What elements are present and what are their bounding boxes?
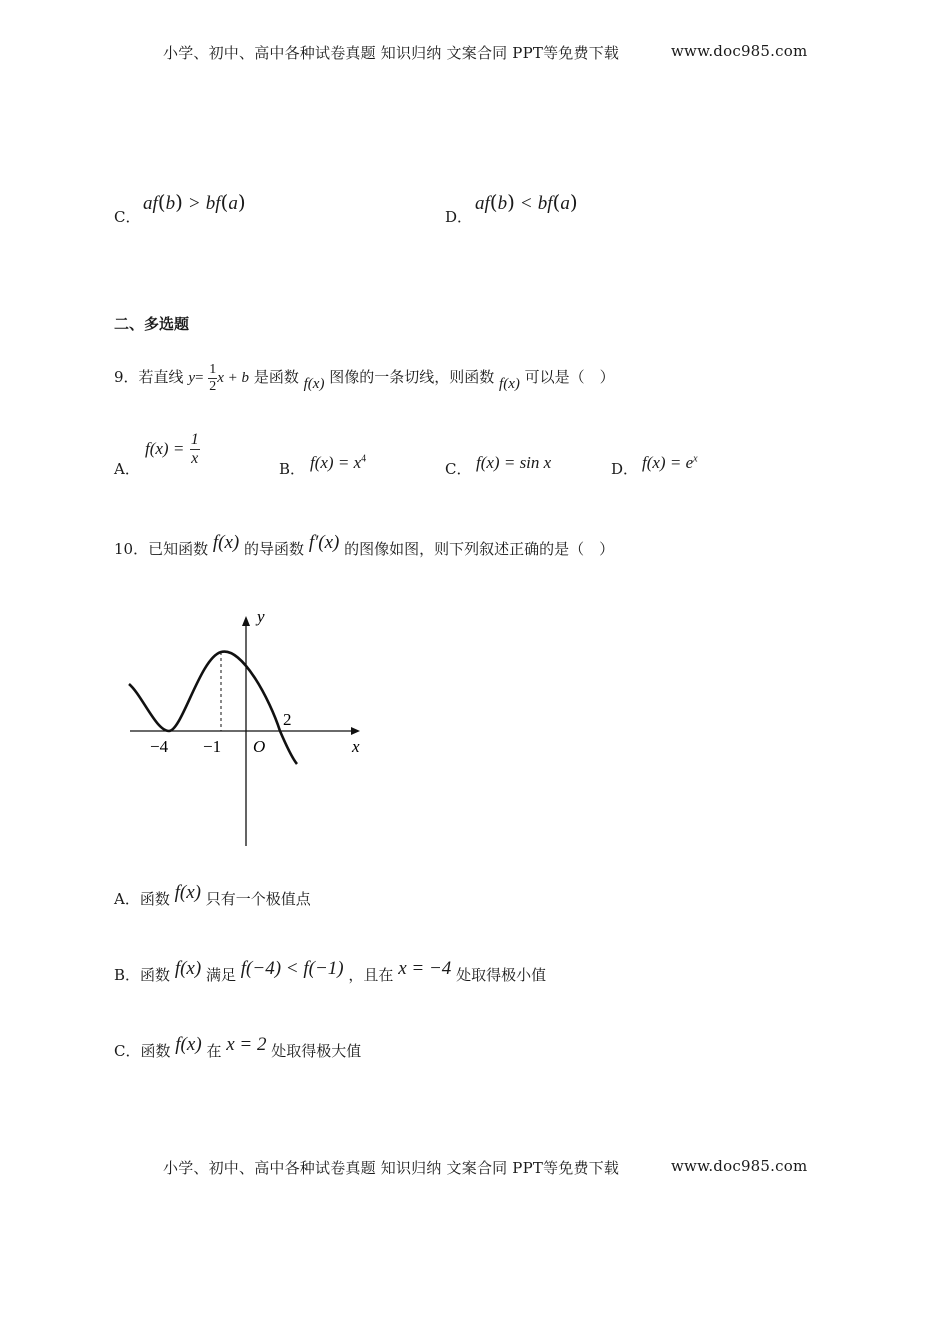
y-axis-label: y <box>257 607 265 626</box>
q8-option-c-expression: af(b) > bf(a) <box>143 190 246 214</box>
derivative-graph <box>120 600 370 850</box>
q8-option-d[interactable] <box>445 206 472 227</box>
page-footer-text: 小学、初中、高中各种试卷真题 知识归纳 文案合同 PPT等免费下载 <box>163 1159 620 1177</box>
q8-option-c-label: C． <box>114 208 141 226</box>
q10-option-b[interactable]: B．函数 f(x) 满足 f(−4) < f(−1) ，且在 x = −4 处取得极小值 <box>114 958 547 984</box>
y-axis-arrow <box>242 616 250 626</box>
q9-fraction: $\frac{1}{2}$ <box>209 361 217 394</box>
q10-stem: 10．已知函数 f(x) 的导函数 f′(x) 的图像如图，则下列叙述正确的是（ ） <box>114 532 615 558</box>
q9-option-b-expression: $f(x) = x^4$ <box>310 453 367 472</box>
q9-number: 9． <box>114 368 139 386</box>
page-header-text: 小学、初中、高中各种试卷真题 知识归纳 文案合同 PPT等免费下载 <box>163 44 620 62</box>
x-axis-arrow <box>351 727 360 735</box>
q9-option-b[interactable]: B． <box>279 460 306 478</box>
q10-option-c[interactable]: C．函数 f(x) 在 x = 2 处取得极大值 <box>114 1034 362 1060</box>
q9-option-a-expression: f(x) = $\frac{1}{x}$ <box>145 431 199 467</box>
q9-option-a[interactable]: A． <box>114 460 140 478</box>
page-footer-url[interactable]: www.doc985.com <box>671 1157 808 1175</box>
q8-option-d-label: D． <box>445 208 473 226</box>
x-axis-label: x <box>352 737 360 756</box>
q10-option-a[interactable]: A．函数 f(x) 只有一个极值点 <box>114 882 311 908</box>
q9-stem: 9．若直线 y= $\frac{1}{2}$ x + b 是函数 f(x) 图像的一条切线，则函数 f(x) 可以是（ ） <box>114 361 615 394</box>
page-header-url[interactable]: www.doc985.com <box>671 42 808 60</box>
q8-option-c[interactable] <box>114 206 140 227</box>
q9-option-c-expression: f(x) = sin x <box>476 453 552 472</box>
q10-number: 10． <box>114 540 149 558</box>
section-title: 二、多选题 <box>114 315 190 333</box>
tick-label-2: 2 <box>283 710 292 729</box>
tick-label-neg1: −1 <box>203 737 222 756</box>
origin-label: O <box>253 737 266 756</box>
q9-option-c[interactable]: C． <box>445 460 472 478</box>
q9-option-d-expression: $f(x) = e^x$ <box>642 453 698 472</box>
q8-option-d-expression: af(b) < bf(a) <box>475 190 578 214</box>
tick-label-neg4: −4 <box>150 737 169 756</box>
q9-option-d[interactable]: D． <box>611 460 639 478</box>
